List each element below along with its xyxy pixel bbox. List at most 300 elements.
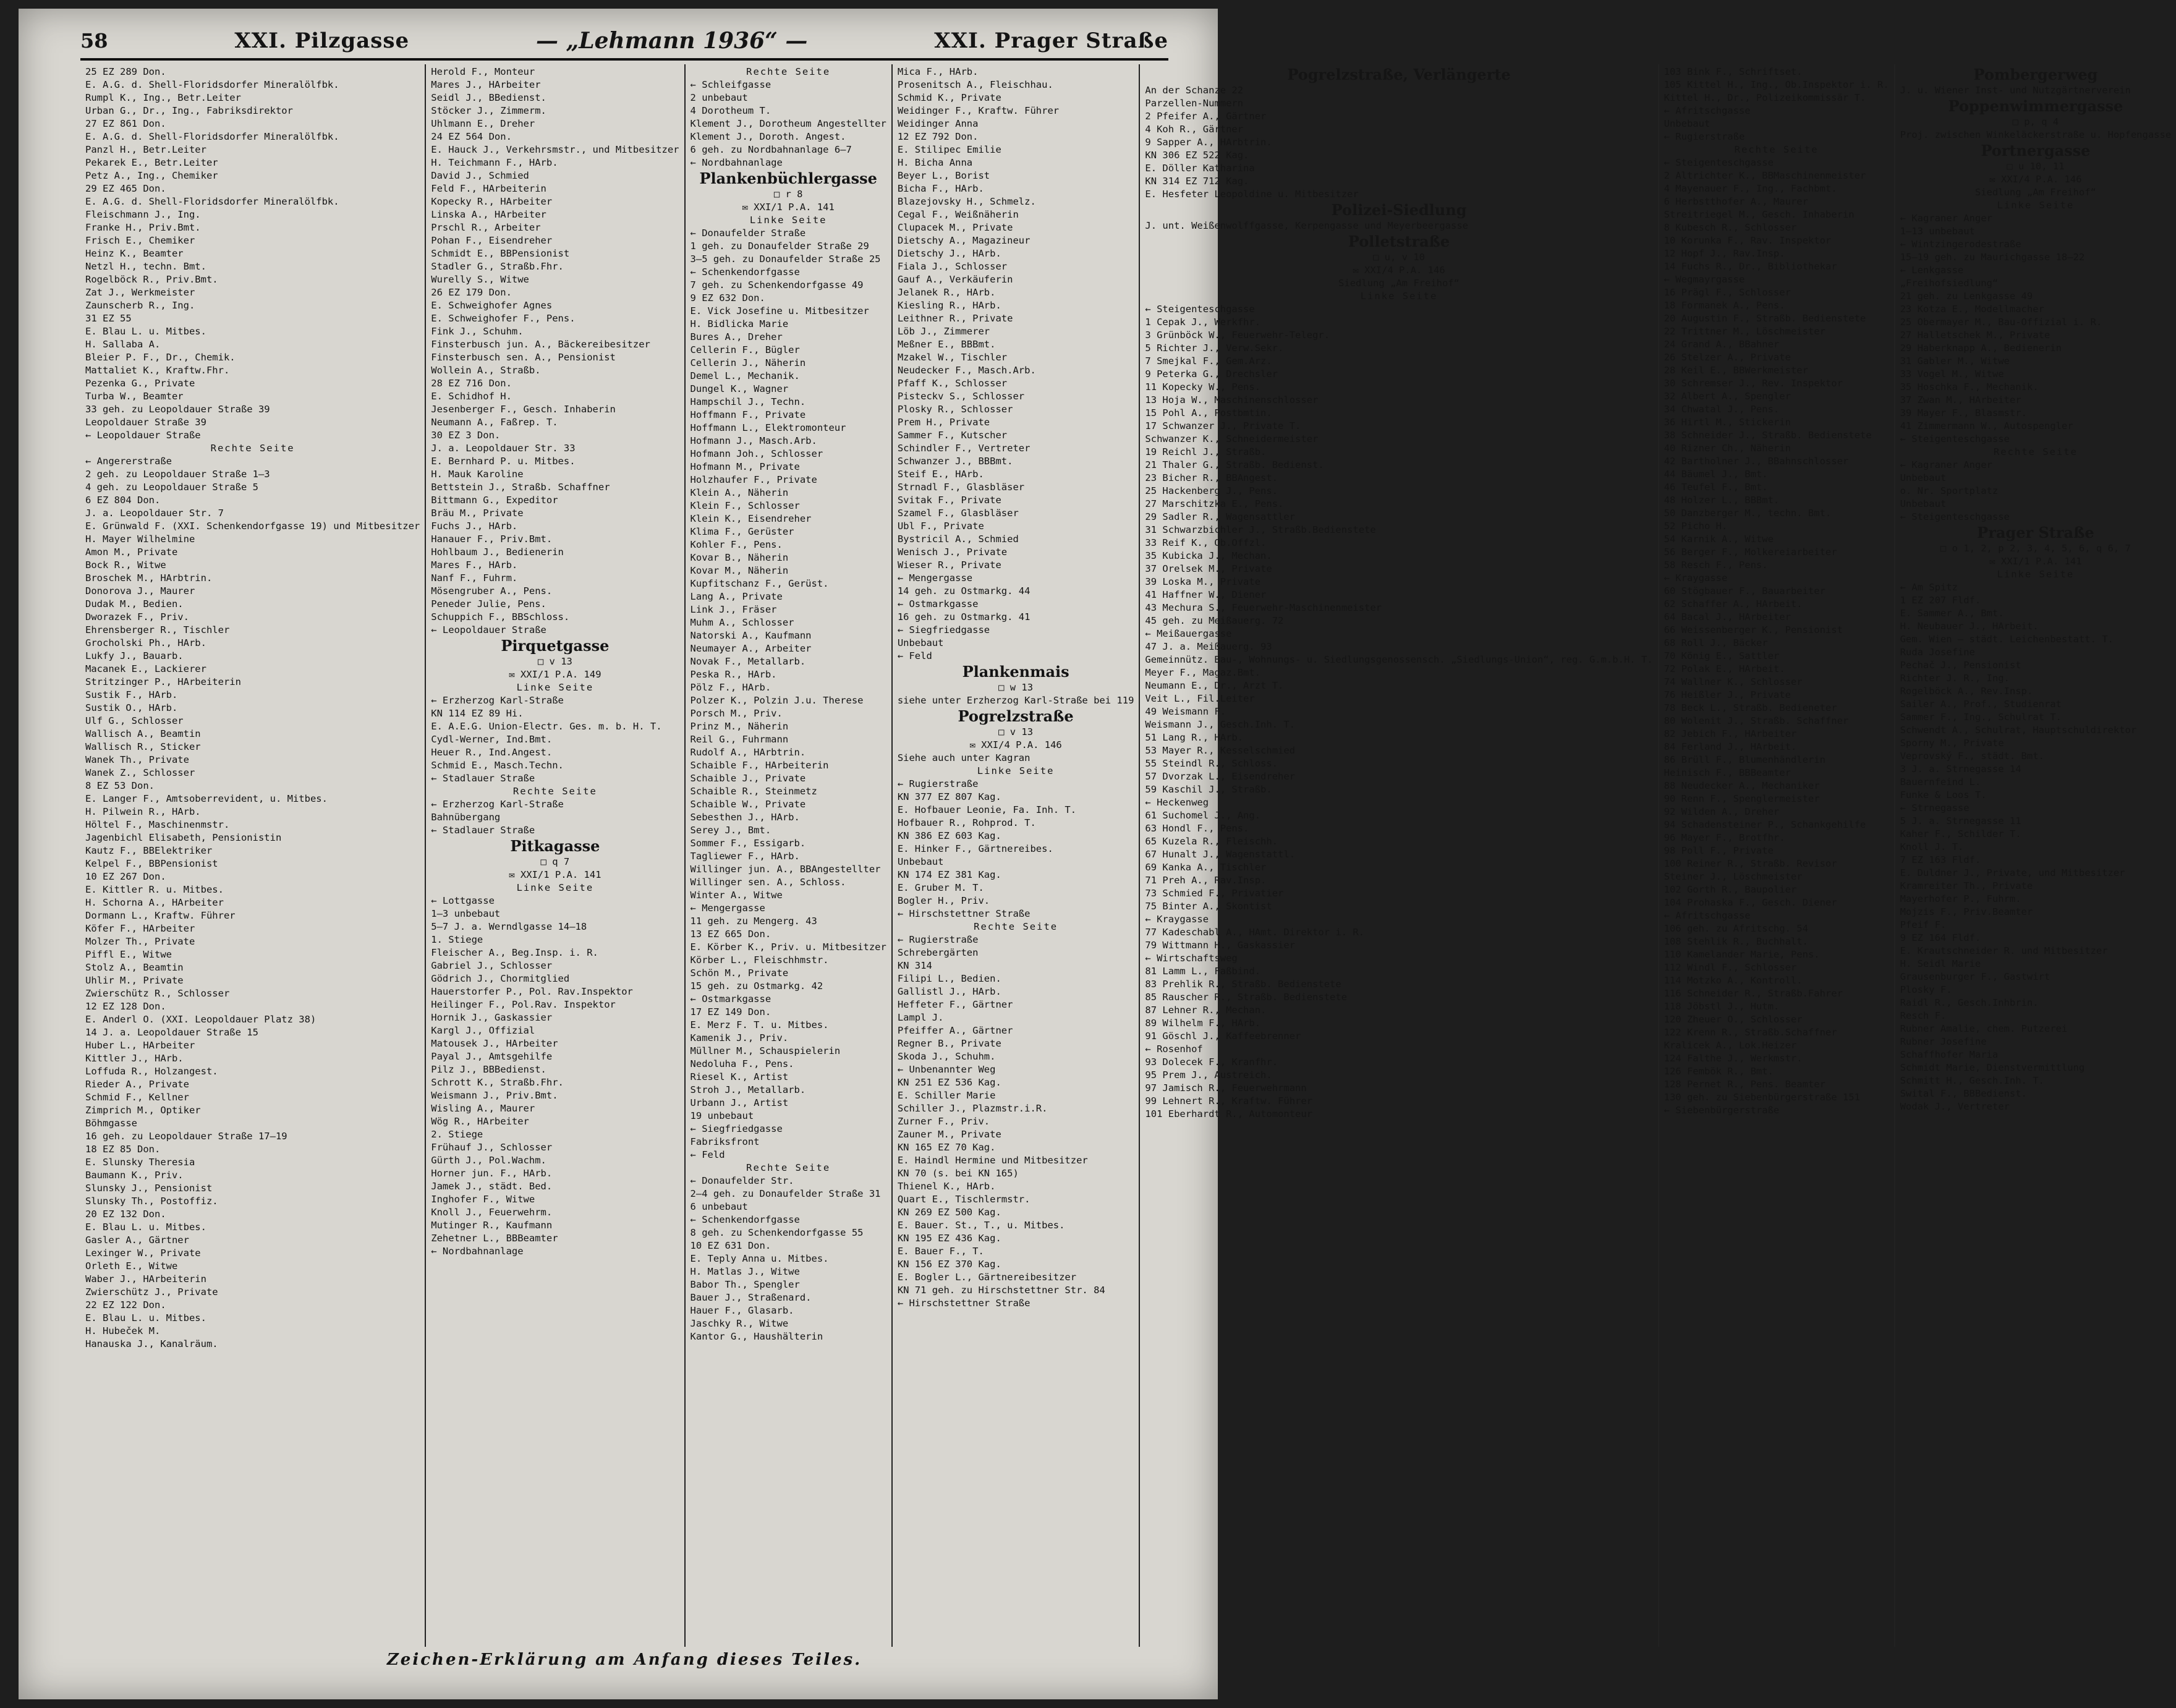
street-heading: Pombergerweg [1973,66,2098,83]
directory-entry: H. Teichmann F., HArb. [431,157,558,168]
side-label: Rechte Seite [1993,446,2078,457]
directory-entry: Meyer F., Magaz.Bmt. [1145,667,1261,678]
directory-entry: ← Afritschgasse [1664,910,1751,921]
directory-entry: ← Siegfriedgasse [690,1123,783,1134]
directory-entry: Stöcker J., Zimmerm. [431,105,546,116]
directory-entry: 95 Prem J., Austreich. [1145,1069,1272,1081]
directory-entry: J. unt. Weißenwolffgasse, Kerpengasse und Meyerbeergasse [1145,220,1469,231]
directory-entry: Bauernfeind L. [1900,776,1981,788]
directory-entry: Mzakel W., Tischler [897,352,1008,363]
directory-entry: Urban G., Dr., Ing., Fabriksdirektor [85,105,293,116]
directory-entry: 17 Schwanzer J., Private T. [1145,420,1301,431]
column-6 [1659,64,1895,1647]
directory-entry: ← Meißauergasse [1145,628,1232,639]
directory-entry: 14 Fuchs R., Dr., Bibliothekar [1664,261,1837,272]
directory-entry: 24 EZ 564 Don. [431,131,512,142]
directory-entry: 2—4 geh. zu Donaufelder Straße 31 [690,1188,881,1199]
directory-entry: E. Körber K., Priv. u. Mitbesitzer [690,941,886,953]
directory-entry: 25 Obermayer M., Bau-Offizial i. R. [1900,317,2102,328]
directory-entry: Cellerin F., Bügler [690,344,800,355]
directory-entry: Zimprich M., Optiker [85,1105,201,1116]
side-label: Rechte Seite [512,786,597,797]
directory-entry: Svitak F., Private [897,495,1001,506]
directory-entry: Schwanzer K., Schneidermeister [1145,433,1319,444]
directory-entry: Neudecker F., Masch.Arb. [897,365,1036,376]
directory-entry: ← Siebenbürgerstraße [1664,1105,1780,1116]
directory-entry: Schmidt E., BBPensionist [431,248,570,259]
directory-entry: Rogelböck R., Priv.Bmt. [85,274,218,285]
directory-entry: Waber J., HArbeiterin [85,1273,206,1285]
directory-entry: Mösengruber A., Pens. [431,585,553,597]
directory-entry: 76 Heißler J., Private [1664,689,1791,700]
directory-entry: E. Langer F., Amtsoberrevident, u. Mitbes. [85,793,328,804]
directory-entry: 2 geh. zu Leopoldauer Straße 1—3 [85,469,270,480]
directory-entry: Bogler H., Priv. [897,895,990,906]
directory-entry: 14 geh. zu Ostmarkg. 44 [897,585,1031,597]
directory-entry: 18 EZ 85 Don. [85,1144,161,1155]
directory-entry: Mojzis F., Priv.Beamter [1900,906,2033,917]
directory-entry: Gem. Wien — städt. Leichenbestatt. T. [1900,634,2114,645]
directory-entry: H. Schorna A., HArbeiter [85,897,224,908]
directory-entry: Grausenburger F., Gastwirt [1900,971,2051,982]
directory-entry: ← Nordbahnanlage [690,157,783,168]
directory-entry: 20 EZ 132 Don. [85,1209,166,1220]
directory-entry: Zat J., Werkmeister [85,287,195,298]
directory-entry: Fiala J., Schlosser [897,261,1008,272]
directory-entry: E. Krautschneider R. und Mitbesitzer [1900,945,2108,956]
directory-entry: ← Kraygasse [1664,572,1728,584]
directory-entry: Hofmann M., Private [690,461,800,472]
street-heading: Polizei-Siedlung [1331,201,1467,219]
street-subinfo: Siedlung „Am Freihof“ [1974,187,2096,198]
directory-entry: 130 geh. zu Siebenbürgerstraße 151 [1664,1092,1860,1103]
directory-entry: Rubner Amalie, chem. Putzerei [1900,1023,2068,1034]
directory-entry: 2. Stiege [431,1129,483,1140]
directory-entry: Zauner M., Private [897,1129,1001,1140]
directory-entry: 22 Trittner M., Löschmeister [1664,326,1825,337]
directory-entry: Kelpel F., BBPensionist [85,858,218,869]
directory-entry: Wög R., HArbeiter [431,1116,529,1127]
directory-entry: E. Schweighofer F., Pens. [431,313,576,324]
directory-entry: Linska A., HArbeiter [431,209,546,220]
directory-entry: 118 Jöbstl J., Hutm. [1664,1001,1780,1012]
directory-entry: 82 Jebich F., HArbeiter [1664,728,1797,739]
directory-entry: 8 geh. zu Schenkendorfgasse 55 [690,1227,864,1238]
directory-entry: ← Donaufelder Straße [690,227,806,239]
directory-entry: ← Schleifgasse [690,79,771,90]
street-heading: Pirquetgasse [501,637,610,655]
directory-entry: E. Haindl Hermine und Mitbesitzer [897,1155,1088,1166]
directory-entry: Jesenberger F., Gesch. Inhaberin [431,404,616,415]
directory-entry: Siehe auch unter Kagran [897,752,1031,763]
directory-entry: ← Leopoldauer Straße [85,430,201,441]
directory-entry: An der Schanze 22 [1145,85,1244,96]
directory-entry: KN 386 EZ 603 Kag. [897,830,1001,841]
directory-entry: 128 Pernet R., Pens. Beamter [1664,1079,1825,1090]
directory-entry: Willinger sen. A., Schloss. [690,877,846,888]
directory-entry: Schwendt A., Schulrat, Hauptschuldirektor [1900,724,2137,736]
directory-entry: E. Anderl O. (XXI. Leopoldauer Platz 38) [85,1014,317,1025]
directory-entry: Mutinger R., Kaufmann [431,1220,553,1231]
directory-entry: Wodak J., Vertreter [1900,1101,2010,1112]
directory-entry: Gemeinnütz. Bau-, Wohnungs- u. Siedlungsgenossensch. „Siedlungs-Union“, reg. G.m.b.H. T. [1145,654,1653,665]
directory-entry: Ulf G., Schlosser [85,715,184,726]
directory-entry: Mares J., HArbeiter [431,79,541,90]
directory-entry: 124 Falthe J., Werkmstr. [1664,1053,1803,1064]
directory-entry: 1 Cepak J., Werkfhr. [1145,317,1261,328]
directory-entry: 54 Karnik A., Witwe [1664,533,1774,545]
directory-entry: Broschek M., HArbtrin. [85,572,213,584]
directory-entry: Mayerhofer P., Fuhrm. [1900,893,2021,904]
directory-entry: Pekarek E., Betr.Leiter [85,157,218,168]
directory-entry: Pisteckv S., Schlosser [897,391,1025,402]
directory-entry: KN 174 EZ 381 Kag. [897,869,1001,880]
directory-entry: Blazejovsky H., Schmelz. [897,196,1036,207]
directory-entry: J. u. Wiener Inst- und Nutzgärtnerverein [1900,85,2131,96]
directory-entry: Pölz F., HArb. [690,682,771,693]
column-1 [80,64,426,1647]
directory-entry: 74 Wallner K., Schlosser [1664,676,1803,687]
directory-entry: Pezenka G., Private [85,378,195,389]
directory-entry: Rudolf A., HArbtrin. [690,747,806,758]
directory-entry: 12 EZ 792 Don. [897,131,979,142]
directory-entry: Unbebaut [897,637,944,648]
directory-entry: Matousek J., HArbeiter [431,1038,558,1049]
directory-entry: Cellerin J., Näherin [690,357,806,368]
directory-entry: Hanauska J., Kanalräum. [85,1338,218,1349]
directory-entry: 6 geh. zu Nordbahnanlage 6—7 [690,144,852,155]
directory-entry: 47 J. a. Meißauerg. 93 [1145,641,1272,652]
directory-entry: Klement J., Dorotheum Angestellter [690,118,886,129]
directory-entry: 19 unbebaut [690,1110,754,1121]
directory-entry: ← Feld [690,1149,725,1160]
directory-entry: 42 Bartholner J., BBahnschlosser [1664,456,1849,467]
directory-entry: Raidl R., Gesch.Inhbrin. [1900,997,2039,1008]
directory-entry: Nanf F., Fuhrm. [431,572,518,584]
directory-entry: E. Blau L. u. Mitbes. [85,326,206,337]
directory-entry: Sustik F., HArb. [85,689,178,700]
directory-entry: Peneder Julie, Pens. [431,598,546,610]
directory-entry: 28 Keil E., BBWerkmeister [1664,365,1808,376]
directory-entry: Filipi L., Bedien. [897,973,1001,984]
directory-entry: ← Steigenteschgasse [1664,157,1774,168]
directory-entry: Kittler J., HArb. [85,1053,184,1064]
street-subinfo: Siedlung „Am Freihof“ [1338,278,1460,289]
directory-entry: Link J., Fräser [690,604,777,615]
directory-entry: 17 EZ 149 Don. [690,1006,771,1018]
directory-entry: Bures A., Dreher [690,331,783,342]
directory-entry: 21 Thaler G., Straßb. Bedienst. [1145,459,1324,470]
directory-entry: Weismann J., Gesch.Inh. T. [1145,719,1296,730]
directory-entry: Steiner J., Löschmeister [1664,871,1803,882]
directory-entry: 69 Kanka A., Tischler [1145,862,1267,873]
street-subinfo: ✉ XXI/4 P.A. 146 [1989,174,2082,185]
directory-entry: Netzl H., techn. Bmt. [85,261,206,272]
directory-entry: ← Feld [897,650,932,661]
directory-entry: Köfer F., HArbeiter [85,923,195,934]
directory-entry: 4 geh. zu Leopoldauer Straße 5 [85,482,258,493]
directory-entry: 68 Roll J., Bäcker [1664,637,1768,648]
directory-entry: Fink J., Schuhm. [431,326,524,337]
street-subinfo: □ u 10, 11 [2007,161,2065,172]
directory-entry: Polzer K., Polzin J.u. Therese [690,695,864,706]
directory-entry: H. Bidlicka Marie [690,318,789,329]
directory-entry: Uhlir M., Private [85,975,184,986]
directory-entry: 73 Schmied F., Privatier [1145,888,1284,899]
directory-entry: Serey J., Bmt. [690,825,771,836]
directory-entry: 33 Reif K., Ob.Offzl. [1145,537,1267,548]
directory-entry: Seidl J., BBedienst. [431,92,546,103]
directory-entry: 65 Kuzela R., Fleischh. [1145,836,1278,847]
directory-entry: Zwierschütz R., Schlosser [85,988,230,999]
directory-entry: Herold F., Monteur [431,66,535,77]
directory-entry: ← Wirtschaftsweg [1145,953,1238,964]
directory-entry: Zehetner L., BBBeamter [431,1233,558,1244]
directory-entry: Unbebaut [1900,498,1947,509]
directory-entry: E. Teply Anna u. Mitbes. [690,1253,829,1264]
directory-entry: ← Heckenweg [1145,797,1209,808]
directory-entry: KN 314 [897,960,932,971]
street-heading: Polletstraße [1348,232,1450,250]
directory-entry: 3—5 geh. zu Donaufelder Straße 25 [690,253,881,265]
directory-entry: 48 Holzer L., BBBmt. [1664,495,1780,506]
directory-entry: 5 Richter J., Verw.Sekr. [1145,342,1284,354]
street-subinfo: ✉ XXI/4 P.A. 146 [1353,265,1445,276]
directory-entry: Molzer Th., Private [85,936,195,947]
directory-entry: KN 70 (s. bei KN 165) [897,1168,1019,1179]
directory-entry: Hofbauer R., Rohprod. T. [897,817,1036,828]
directory-entry: Wollein A., Straßb. [431,365,541,376]
directory-entry: 31 Gabler M., Witwe [1900,355,2010,367]
directory-entry: Dungel K., Wagner [690,383,789,394]
directory-entry: 15 Pohl A., Postbmtin. [1145,407,1272,419]
directory-entry: Müllner M., Schauspielerin [690,1045,841,1056]
directory-entry: ← Kraygasse [1145,914,1209,925]
side-label: Rechte Seite [746,66,831,77]
directory-entry: 81 Lamm L., Faßbind. [1145,966,1261,977]
directory-entry: Veit L., Fil.Leiter [1145,693,1255,704]
directory-entry: Kopecky R., HArbeiter [431,196,553,207]
directory-entry: ← Ostmarkgasse [690,993,771,1005]
directory-entry: Gabriel J., Schlosser [431,960,553,971]
directory-entry: Rubner Josefine [1900,1036,1987,1047]
directory-entry: 27 Halletschek M., Private [1900,329,2051,341]
directory-entry: 16 Prägl F., Schlosser [1664,287,1791,298]
directory-entry: 44 Bäumel J., Bmt. [1664,469,1768,480]
directory-entry: 25 EZ 289 Don. [85,66,166,77]
directory-entry: ← Rugierstraße [1664,131,1745,142]
directory-entry: H. Seidl Marie [1900,958,1981,969]
directory-entry: Weismann J., Priv.Bmt. [431,1090,558,1101]
street-heading: Poppenwimmergasse [1948,97,2123,115]
directory-entry: Schrott K., Straßb.Fhr. [431,1077,564,1088]
directory-entry: KN 156 EZ 370 Kag. [897,1259,1001,1270]
directory-entry: Kramreiter Th., Private [1900,880,2033,891]
directory-entry: Swital F., BBBedienst. [1900,1088,2027,1099]
directory-entry: Stadler G., Straßb.Fhr. [431,261,564,272]
directory-entry: ← Mengergasse [690,903,765,914]
directory-entry: ← Schenkendorfgasse [690,266,800,278]
street-heading: Pogrelzstraße [958,707,1074,725]
directory-entry: Hofmann Joh., Schlosser [690,448,823,459]
directory-entry: ← Nordbahnanlage [431,1246,524,1257]
directory-entry: Höltel F., Maschinenmstr. [85,819,230,830]
directory-entry: Gürth J., Pol.Wachm. [431,1155,546,1166]
directory-entry: Grocholski Ph., HArb. [85,637,206,648]
directory-entry: 15 geh. zu Ostmarkg. 42 [690,980,823,992]
directory-entry: Kohler F., Pens. [690,539,783,550]
directory-entry: ← Rugierstraße [897,778,979,789]
directory-entry: Gasler A., Gärtner [85,1234,189,1246]
directory-entry: Hampschil J., Techn. [690,396,806,407]
directory-entry: Neumayer A., Arbeiter [690,643,812,654]
directory-entry: E. Schiller Marie [897,1090,996,1101]
directory-entry: E. Hinker F., Gärtnereibes. [897,843,1053,854]
side-label: Rechte Seite [1734,144,1819,155]
directory-entry: 6 EZ 804 Don. [85,495,161,506]
directory-entry: Funke & Loos T. [1900,789,1987,801]
directory-entry: Bock R., Witwe [85,559,166,571]
directory-entry: 71 Preh A., Rav.Insp. [1145,875,1267,886]
directory-entry: Lexinger W., Private [85,1247,201,1259]
directory-entry: 78 Beck L., Straßb. Bedieneter [1664,702,1837,713]
directory-entry: 13 EZ 665 Don. [690,928,771,940]
column-7 [1895,64,2176,1647]
directory-entry: ← Mengergasse [897,572,973,584]
directory-entry: Schuppich F., BBSchloss. [431,611,570,622]
street-heading: Portnergasse [1981,142,2091,159]
side-label: Linke Seite [749,215,827,226]
directory-entry: Bauer J., Straßenard. [690,1292,812,1303]
directory-entry: ← Stadlauer Straße [431,773,535,784]
directory-entry: 83 Prehlik R., Straßb. Bedienstete [1145,979,1341,990]
directory-entry: Muhm A., Schlosser [690,617,794,628]
directory-entry: Feld F., HArbeiterin [431,183,546,194]
directory-entry: ← Siegfriedgasse [897,624,990,635]
directory-entry: Klein K., Eisendreher [690,513,812,524]
directory-entry: Finsterbusch jun. A., Bäckereibesitzer [431,339,650,350]
directory-entry: Lukfy J., Bauarb. [85,650,184,661]
street-subinfo: □ o 1, 2, p 2, 3, 4, 5, 6, q 6, 7 [1940,543,2131,554]
directory-entry: David J., Schmied [431,170,529,181]
directory-entry: Strnadl F., Glasbläser [897,482,1025,493]
directory-entry: E. Bauer. St., T., u. Mitbes. [897,1220,1065,1231]
directory-entry: 101 Eberhardt R., Automonteur [1145,1108,1313,1120]
directory-entry: Quart E., Tischlermstr. [897,1194,1031,1205]
directory-entry: Pohan F., Eisendreher [431,235,553,246]
directory-entry: Heinisch F., BBBeamter [1664,767,1791,778]
directory-entry: 120 Zheuer O., Schlosser [1664,1014,1803,1025]
directory-entry: Sebesthen J., HArb. [690,812,800,823]
directory-entry: Schaible J., Private [690,773,806,784]
directory-entry: E. Grünwald F. (XXI. Schenkendorfgasse 19) und Mitbesitzer [85,520,420,532]
directory-entry: Fuchs J., HArb. [431,520,518,532]
directory-entry: Cegal F., Weißnäherin [897,209,1019,220]
directory-entry: Wieser R., Private [897,559,1001,571]
directory-entry: Prinz M., Näherin [690,721,789,732]
directory-entry: Bittmann G., Expeditor [431,495,558,506]
directory-entry: Mica F., HArb. [897,66,979,77]
directory-entry: 37 Zwan M., HArbeiter [1900,394,2021,406]
directory-entry: Stroh J., Metallarb. [690,1084,806,1095]
directory-entry: 72 Polak E., HArbeit. [1664,663,1785,674]
directory-entry: Reil G., Fuhrmann [690,734,789,745]
directory-entry: Frisch E., Chemiker [85,235,195,246]
directory-entry: E. Stilipec Emilie [897,144,1001,155]
directory-entry: Dudak M., Bedien. [85,598,184,610]
directory-entry: Sammer F., Kutscher [897,430,1008,441]
directory-entry: Kargl J., Offizial [431,1025,535,1036]
directory-entry: E. Hauck J., Verkehrsmstr., und Mitbesitzer [431,144,679,155]
directory-entry: Klima F., Gerüster [690,526,794,537]
directory-entry: Neumann A., Faßrep. T. [431,417,558,428]
directory-entry: 8 EZ 53 Don. [85,780,155,791]
directory-entry: Nedoluha F., Pens. [690,1058,794,1069]
side-label: Linke Seite [1997,200,2075,211]
directory-entry: Wallisch A., Beamtin [85,728,201,739]
directory-entry: 20 Augustin F., Straßb. Bedienstete [1664,313,1866,324]
directory-entry: 106 geh. zu Afritschg. 54 [1664,923,1808,934]
directory-entry: 7 EZ 163 Fldf. [1900,854,1981,865]
directory-entry: 11 geh. zu Mengerg. 43 [690,916,817,927]
directory-entry: 56 Berger F., Molkereiarbeiter [1664,546,1837,558]
directory-entry: Proj. zwischen Winkeläckerstraße u. Hopfengasse [1900,129,2172,140]
directory-entry: 62 Schaffer A., HArbeit. [1664,598,1803,610]
directory-entry: Schmidt Marie, Dienstvermittlung [1900,1062,2085,1073]
street-subinfo: ✉ XXI/1 P.A. 141 [509,869,601,880]
directory-entry: Hanauer F., Priv.Bmt. [431,533,553,545]
directory-entry: Jagenbichl Elisabeth, Pensionistin [85,832,282,843]
directory-entry: Stritzinger P., HArbeiterin [85,676,241,687]
directory-entry: Kantor G., Haushälterin [690,1331,823,1342]
directory-entry: ← Steigenteschgasse [1900,511,2010,522]
directory-entry: E. Schweighofer Agnes [431,300,553,311]
directory-entry: ← Steigenteschgasse [1145,304,1255,315]
directory-entry: E. Bauer F., T. [897,1246,984,1257]
directory-entry: ← Stadlauer Straße [431,825,535,836]
directory-entry: Kovar B., Näherin [690,552,789,563]
directory-entry: H. Mauk Karoline [431,469,524,480]
directory-entry: Franke H., Priv.Bmt. [85,222,201,233]
directory-entry: Heffeter F., Gärtner [897,999,1013,1010]
directory-entry: Hoffmann F., Private [690,409,806,420]
directory-entry: Pilz J., BBBedienst. [431,1064,546,1075]
directory-entry: Dworazek F., Priv. [85,611,189,622]
directory-entry: Pfaff K., Schlosser [897,378,1008,389]
directory-entry: Dietschy J., HArb. [897,248,1001,259]
directory-entry: H. Neubauer J., HArbeit. [1900,621,2039,632]
directory-entry: ← Leopoldauer Straße [431,624,546,635]
directory-entry: Beyer L., Borist [897,170,990,181]
directory-entry: 126 Fembök R., Bmt. [1664,1066,1774,1077]
directory-entry: 7 geh. zu Schenkendorfgasse 49 [690,279,864,291]
directory-entry: Pechač J., Pensionist [1900,660,2021,671]
street-heading: Prager Straße [1977,524,2094,542]
side-label: Linke Seite [977,765,1055,776]
directory-entry: E. Hesfeter Leopoldine u. Mitbesitzer [1145,189,1359,200]
street-subinfo: ✉ XXI/1 P.A. 141 [1989,556,2082,567]
directory-entry: ← Strnegasse [1900,802,1970,814]
directory-entry: Wallisch R., Sticker [85,741,201,752]
directory-entry: 94 Schadensteiner P., Schankgehilfe [1664,819,1866,830]
street-subinfo: ✉ XXI/1 P.A. 141 [742,202,835,213]
directory-entry: 14 J. a. Leopoldauer Straße 15 [85,1027,258,1038]
directory-entry: ← Afritschgasse [1664,105,1751,116]
directory-entry: E. Slunsky Theresia [85,1157,195,1168]
directory-entry: ← Kagraner Anger [1900,213,1992,224]
directory-entry: 21 geh. zu Lenkgasse 49 [1900,291,2033,302]
directory-entry: Ubl F., Private [897,520,984,532]
